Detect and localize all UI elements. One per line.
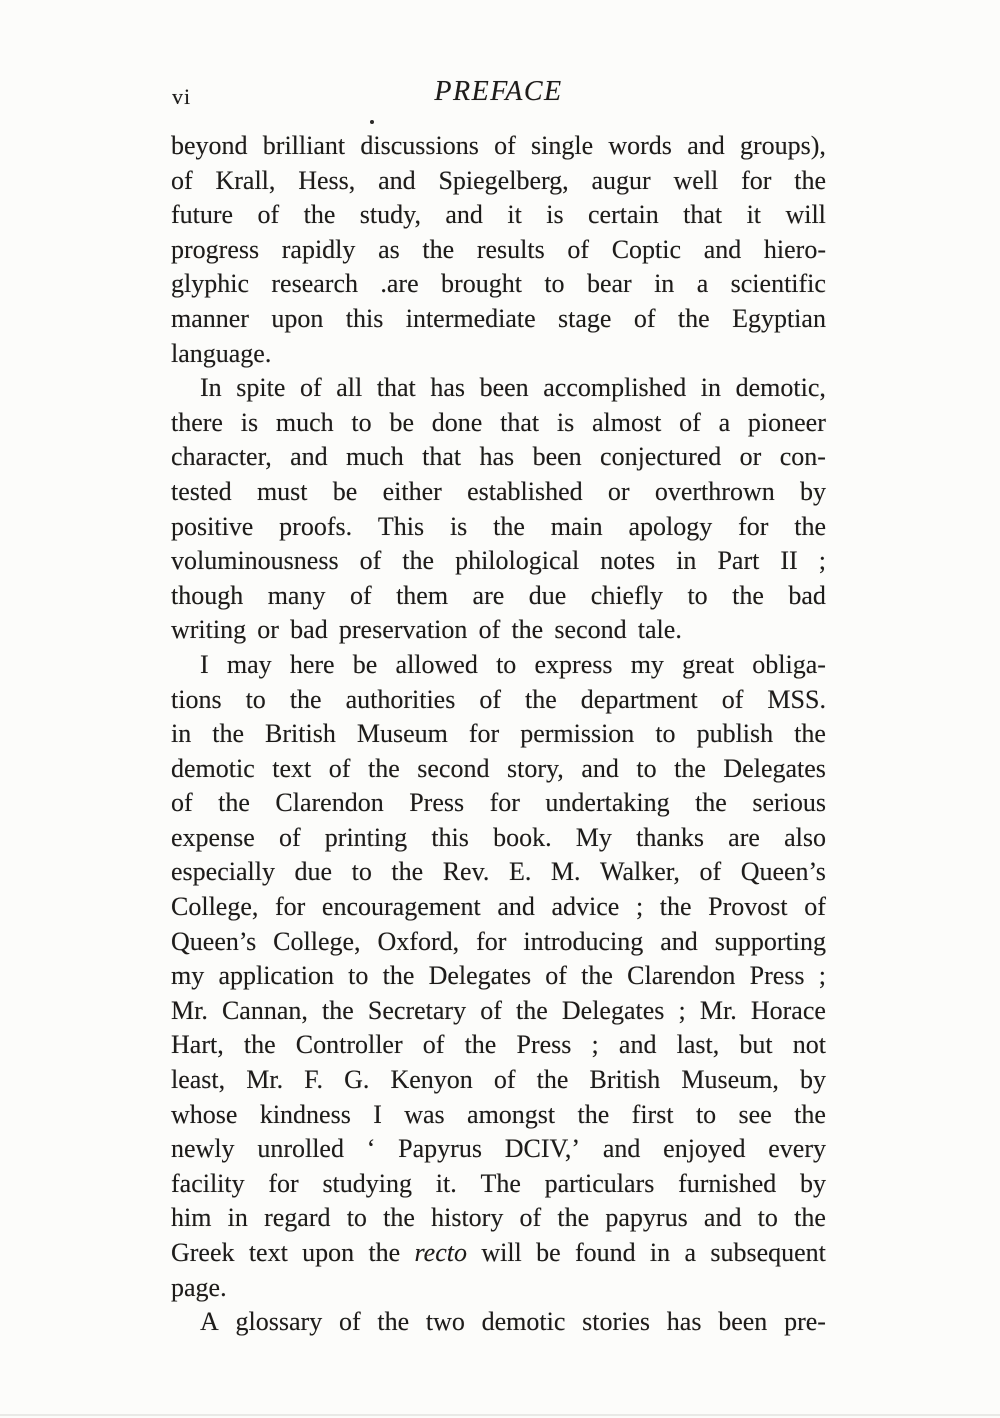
text-line: Mr. Cannan, the Secretary of the Delegates ; Mr. Horace [171,995,826,1025]
text-line: beyond brilliant discussions of single words and groups), [171,131,826,160]
text-line: facility for studying it. The particulars furnished by [171,1168,826,1198]
text-line: of the Clarendon Press for undertaking the serious [171,788,826,818]
text-line: expense of printing this book. My thanks are also [171,822,826,852]
text-line: of Krall, Hess, and Spiegelberg, augur well for the [171,165,826,195]
page-number: vi [172,84,192,109]
text-line: Queen’s College, Oxford, for introducing and supporting [171,926,826,956]
text-line: writing or bad preservation of the second tale. [171,615,682,645]
page-header-title: PREFACE [434,76,563,107]
text-line: character, and much that has been conjectured or con- [171,442,826,472]
text-line: future of the study, and it is certain that it will [171,200,826,230]
scan-bottom-edge [0,1414,1000,1416]
text-line: College, for encouragement and advice ; the Provost of [171,892,826,922]
ink-dot-artifact [370,120,374,124]
text-line: positive proofs. This is the main apology for the [171,511,826,541]
text-line: him in regard to the history of the papyrus and to the [171,1203,826,1233]
text-line: In spite of all that has been accomplished in demotic, [200,373,826,403]
text-line: Hart, the Controller of the Press ; and last, but not [171,1030,826,1060]
text-line: page. [171,1272,227,1302]
text-line: progress rapidly as the results of Coptic and hiero- [171,234,826,264]
text-line: though many of them are due chiefly to the bad [171,580,826,610]
text-line: language. [171,338,272,368]
text-line: A glossary of the two demotic stories has been pre- [200,1307,826,1337]
text-line: tested must be either established or overthrown by [171,476,826,506]
text-line: Greek text upon the recto will be found in a subsequent [171,1238,826,1267]
text-line: manner upon this intermediate stage of the Egyptian [171,303,826,333]
text-line: tions to the authorities of the department of MSS. [171,684,826,714]
text-block [171,129,826,1340]
text-line: whose kindness I was amongst the first to see the [171,1099,826,1129]
text-line: voluminousness of the philological notes in Part II ; [171,546,826,576]
text-line: especially due to the Rev. E. M. Walker, of Queen’s [171,857,826,887]
text-line: I may here be allowed to express my great obliga- [200,649,826,679]
text-line: demotic text of the second story, and to the Delegates [171,753,826,783]
text-line: in the British Museum for permission to publish the [171,719,826,749]
text-line: least, Mr. F. G. Kenyon of the British Museum, by [171,1065,826,1095]
text-line: newly unrolled ‘ Papyrus DCIV,’ and enjoyed every [171,1134,826,1164]
text-line: glyphic research .are brought to bear in a scientific [171,269,826,299]
text-line: my application to the Delegates of the Clarendon Press ; [171,961,826,991]
text-line: there is much to be done that is almost of a pioneer [171,407,826,437]
